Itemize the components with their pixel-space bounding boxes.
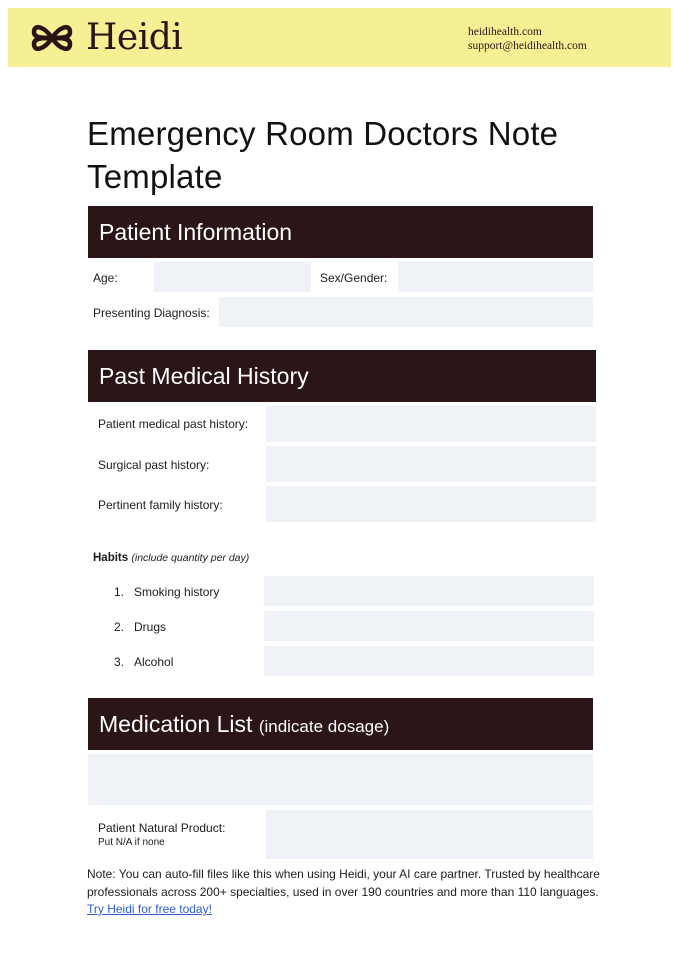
diagnosis-label: Presenting Diagnosis: (93, 306, 210, 320)
family-history-field[interactable] (266, 486, 596, 522)
website-link[interactable]: heidihealth.com (468, 26, 542, 38)
habits-hint: (include quantity per day) (131, 552, 250, 564)
past-history-header (88, 350, 596, 402)
sex-gender-field[interactable] (398, 262, 593, 292)
patient-info-header (88, 206, 593, 258)
medication-heading-sub: (indicate dosage) (258, 717, 390, 736)
drugs-field[interactable] (264, 611, 594, 641)
footer-note (87, 866, 617, 919)
contact-info (468, 25, 587, 53)
medical-history-field[interactable] (266, 406, 596, 442)
brand-name: Heidi (86, 17, 183, 58)
habit-number: 1. (114, 585, 125, 599)
habits-heading (93, 552, 249, 564)
note-text: Note: You can auto-fill files like this when using Heidi, your AI care partner. Trusted by healthcare professionals across 200+ specialties, used in over 190 countries and more than 110 languages. (87, 867, 600, 899)
age-field[interactable] (154, 262, 311, 292)
past-history-heading: Past Medical History (99, 363, 309, 389)
smoking-history-label: Smoking history (134, 585, 220, 599)
patient-info-heading: Patient Information (99, 219, 293, 245)
medical-history-label: Patient medical past history: (98, 417, 249, 431)
medication-header (88, 698, 593, 750)
diagnosis-field[interactable] (219, 297, 593, 327)
natural-product-hint: Put N/A if none (98, 837, 165, 848)
drugs-label: Drugs (134, 620, 167, 634)
habit-number: 2. (114, 620, 125, 634)
alcohol-label: Alcohol (134, 655, 174, 669)
habit-number: 3. (114, 655, 125, 669)
sex-gender-label: Sex/Gender: (320, 271, 388, 285)
support-email[interactable]: support@heidihealth.com (468, 40, 587, 52)
family-history-label: Pertinent family history: (98, 498, 223, 512)
try-heidi-link[interactable]: Try Heidi for free today! (87, 902, 212, 916)
age-label: Age: (93, 271, 118, 285)
heidi-logo-icon (30, 16, 74, 60)
medication-list-field[interactable] (88, 754, 593, 805)
medication-heading: Medication List (99, 711, 253, 737)
natural-product-field[interactable] (266, 810, 593, 859)
natural-product-label (98, 821, 225, 848)
header-banner (8, 8, 671, 67)
page-title: Emergency Room Doctors Note Template (87, 115, 559, 195)
natural-product-title: Patient Natural Product: (98, 821, 226, 835)
alcohol-field[interactable] (264, 646, 594, 676)
surgical-history-label: Surgical past history: (98, 458, 210, 472)
smoking-history-field[interactable] (264, 576, 594, 606)
habits-title: Habits (93, 552, 129, 564)
surgical-history-field[interactable] (266, 446, 596, 482)
